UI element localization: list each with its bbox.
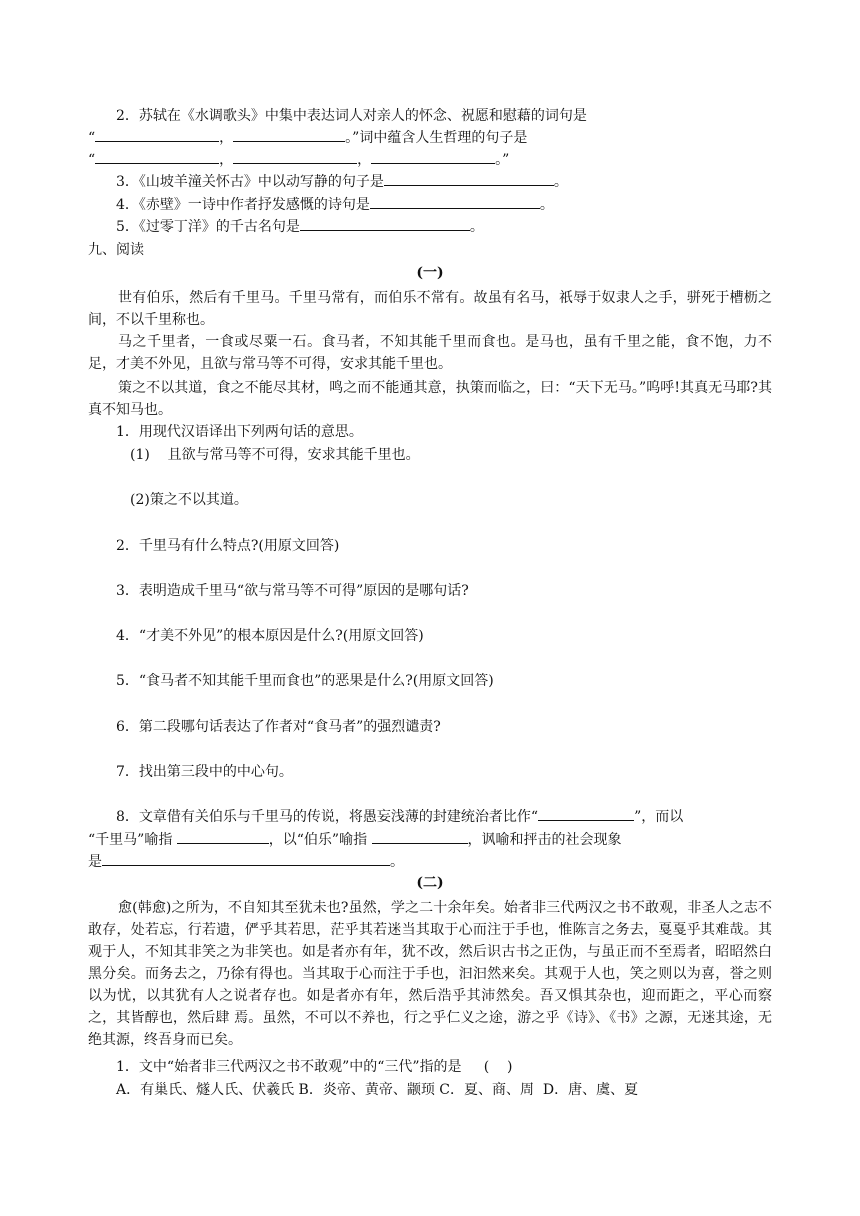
part-2-title: (二) xyxy=(416,875,444,891)
p2-question-1-options: A．有巢氏、燧人氏、伏羲氏 B．炎帝、黄帝、颛顼 C．夏、商、周 D．唐、虞、夏 xyxy=(116,1082,639,1098)
answer-blank[interactable] xyxy=(95,149,219,164)
p1-question-6: 6．第二段哪句话表达了作者对“食马者”的强烈谴责? xyxy=(116,719,441,735)
p2-question-1: 1．文中“始者非三代两汉之书不敢观”中的“三代”指的是 ( ) xyxy=(116,1059,513,1075)
answer-blank[interactable] xyxy=(102,851,390,866)
answer-blank[interactable] xyxy=(233,149,357,164)
passage-1-paragraph-1: 世有伯乐，然后有千里马。千里马常有，而伯乐不常有。故虽有名马，祇辱于奴隶人之手，骈死于槽枥之间，不以千里称也。 xyxy=(88,290,772,328)
p1-question-8-line-3: 是 。 xyxy=(88,851,778,873)
answer-blank[interactable] xyxy=(300,216,470,231)
answer-blank[interactable] xyxy=(538,806,634,821)
p1-question-1-item-2: (2)策之不以其道。 xyxy=(130,492,248,508)
question-5: 5．《过零丁洋》的千古名句是 。 xyxy=(116,216,806,238)
p1-question-3: 3．表明造成千里马“欲与常马等不可得”原因的是哪句话? xyxy=(116,583,469,599)
p1-question-8-line-2: “千里马”喻指 ，以“伯乐”喻指 ，讽喻和抨击的社会现象 xyxy=(88,829,778,851)
passage-1-paragraph-2: 马之千里者，一食或尽粟一石。食马者，不知其能千里而食也。是马也，虽有千里之能，食不饱，力不足，才美不外见，且欲与常马等不可得，安求其能千里也。 xyxy=(88,334,772,372)
answer-blank[interactable] xyxy=(233,127,345,142)
part-1-title: (一) xyxy=(416,265,444,281)
question-2-line-3: “ ， ， 。” xyxy=(88,149,778,171)
p1-question-1-item-1: (1) 且欲与常马等不可得，安求其能千里也。 xyxy=(130,447,420,463)
answer-blank[interactable] xyxy=(372,829,468,844)
answer-blank[interactable] xyxy=(384,171,554,186)
p1-question-7: 7．找出第三段中的中心句。 xyxy=(116,764,293,780)
p1-question-4: 4．“才美不外见”的根本原因是什么?(用原文回答) xyxy=(116,628,424,644)
answer-blank[interactable] xyxy=(95,127,219,142)
section-heading: 九、阅读 xyxy=(88,242,144,258)
question-2-line-1: 2．苏轼在《水调歌头》中集中表达词人对亲人的怀念、祝愿和慰藉的词句是 xyxy=(116,108,587,124)
p1-question-5: 5．“食马者不知其能千里而食也”的恶果是什么?(用原文回答) xyxy=(116,673,494,689)
passage-1-paragraph-3: 策之不以其道，食之不能尽其材，鸣之而不能通其意，执策而临之，曰：“天下无马。”呜呼!其真无马耶?其真不知马也。 xyxy=(88,380,772,418)
passage-2-paragraph: 愈(韩愈)之所为，不自知其至犹未也?虽然，学之二十余年矣。始者非三代两汉之书不敢观，非圣人之志不敢存，处若忘，行若遗，俨乎其若思，茫乎其若迷当其取于心而注于手也，惟陈言之务去，戛戛乎其难哉。其观于人，不知其非笑之为非笑也。如是者亦有年，犹不改，然后识古书之正伪，与虽正而不至焉者，昭昭然白黑分矣。而务去之，乃徐有得也。当其取于心而注于手也，汩汩然来矣。其观于人也，笑之则以为喜，誉之则以为忧，以其犹有人之说者存也。如是者亦有年，然后浩乎其沛然矣。吾又惧其杂也，迎而距之，平心而察之，其皆醇也，然后肆 焉。虽然，不可以不养也，行之乎仁义之途，游之乎《诗》、《书》之源，无迷其途，无绝其源，终吾身而已矣。 xyxy=(88,900,772,1048)
answer-blank[interactable] xyxy=(370,194,540,209)
p1-question-8-line-1: 8．文章借有关伯乐与千里马的传说，将愚妄浅薄的封建统治者比作“ ”，而以 xyxy=(116,806,806,828)
answer-blank[interactable] xyxy=(371,149,495,164)
p1-question-1: 1．用现代汉语译出下列两句话的意思。 xyxy=(116,424,363,440)
question-3: 3．《山坡羊潼关怀古》中以动写静的句子是 。 xyxy=(116,171,806,193)
question-2-line-2: “ ， 。”词中蕴含人生哲理的句子是 xyxy=(88,127,778,149)
p1-question-2: 2．千里马有什么特点?(用原文回答) xyxy=(116,538,340,554)
answer-blank[interactable] xyxy=(177,829,269,844)
question-4: 4．《赤壁》一诗中作者抒发感慨的诗句是 。 xyxy=(116,194,806,216)
